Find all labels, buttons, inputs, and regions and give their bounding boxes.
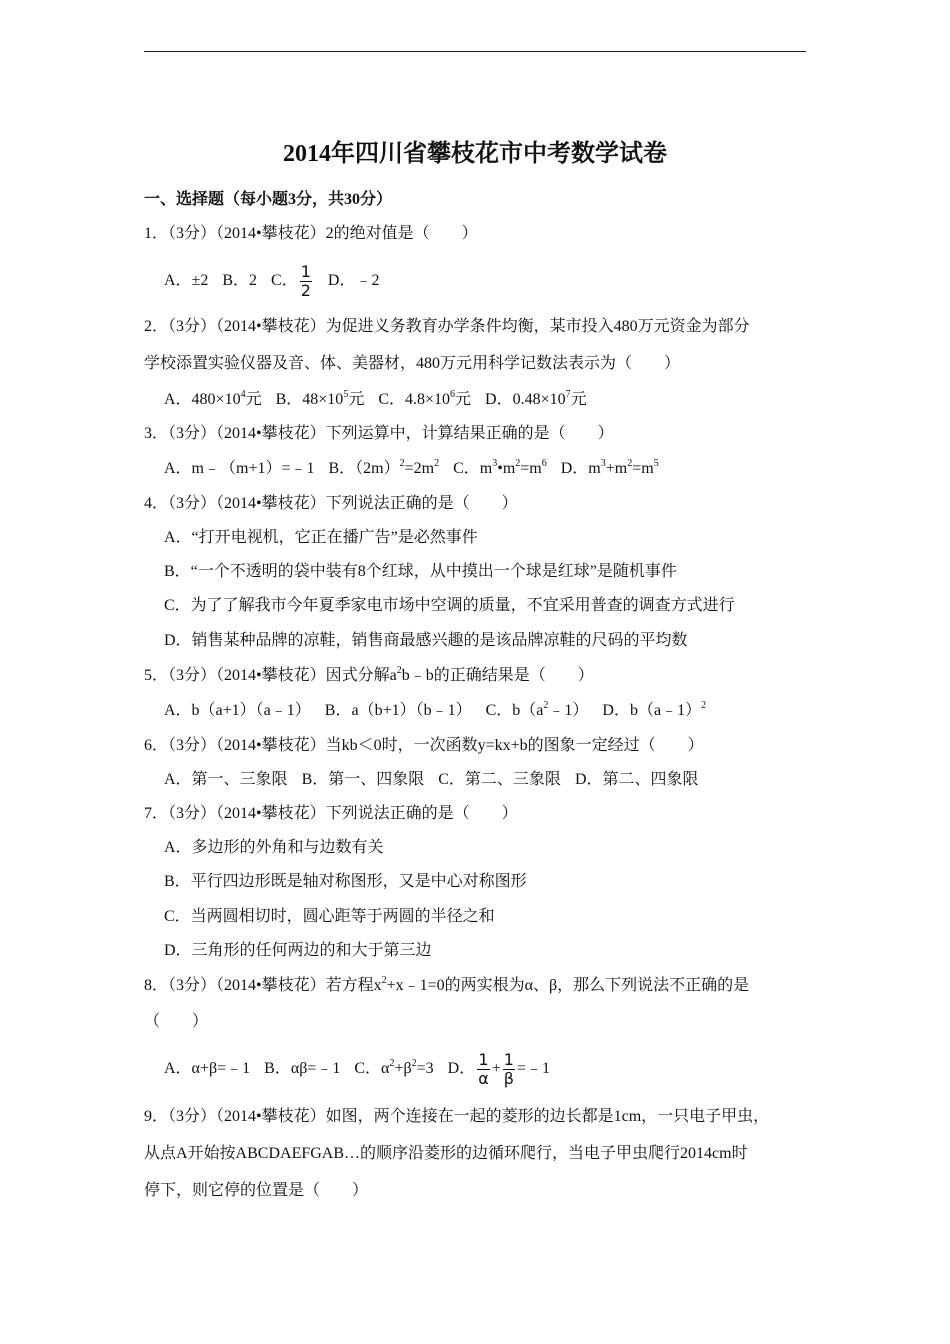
question-8-stem-line2: （ ） bbox=[144, 1013, 209, 1030]
q1-option-a: A．±2 bbox=[164, 272, 209, 289]
q3-option-d: D．$m^3+m^2=m^5$ bbox=[560, 457, 659, 477]
q7-option-d: D．三角形的任何两边的和大于第三边 bbox=[164, 942, 432, 959]
question-2-stem-line2: 学校添置实验仪器及音、体、美器材，480万元用科学记数法表示为（ ） bbox=[144, 355, 681, 372]
q7-option-c: C．当两圆相切时，圆心距等于两圆的半径之和 bbox=[164, 908, 495, 925]
q1-option-c: C． bbox=[271, 272, 298, 289]
question-5-options bbox=[164, 701, 706, 721]
q5-option-c: C．$b(a^2﹣1)$ bbox=[485, 699, 589, 719]
fraction-one-over-alpha: $\frac{1}{\alpha}$ bbox=[478, 1049, 489, 1088]
q4-option-b: B．“一个不透明的袋中装有8个红球，从中摸出一个球是红球”是随机事件 bbox=[164, 563, 677, 580]
q1-option-d: D．﹣2 bbox=[327, 272, 380, 289]
q8-option-c: C．$\alpha^2+\beta^2=3$ bbox=[354, 1057, 434, 1077]
question-8-options bbox=[164, 1047, 550, 1091]
q2-option-c: C．$4.8\times 10^6$元 bbox=[378, 388, 472, 408]
q4-option-d: D．销售某种品牌的凉鞋，销售商最感兴趣的是该品牌凉鞋的尺码的平均数 bbox=[164, 632, 688, 649]
q5-option-d: D．b（a﹣1）$^2$ bbox=[602, 699, 707, 719]
q8-option-d: D． $\frac{1}{\alpha}$ + $\frac{1}{\beta}$ =﹣1 bbox=[447, 1049, 551, 1088]
question-2-stem-line1: 2．（3分）（2014•攀枝花）为促进义务教育办学条件均衡，某市投入480万元资金为部分 bbox=[144, 318, 750, 335]
question-6-stem: 6．（3分）（2014•攀枝花）当kb＜0时，一次函数y=kx+b的图象一定经过（ ） bbox=[144, 737, 704, 754]
question-3-stem: 3．（3分）（2014•攀枝花）下列运算中，计算结果正确的是（ ） bbox=[144, 425, 614, 442]
question-5-stem: 5．（3分）（2014•攀枝花）因式分解$a^2b﹣b$的正确结果是（ ） bbox=[144, 664, 594, 684]
q1-option-b: B．2 bbox=[222, 272, 258, 289]
question-4-stem: 4．（3分）（2014•攀枝花）下列说法正确的是（ ） bbox=[144, 495, 518, 512]
q2-option-b: B．$48\times 10^5$元 bbox=[275, 388, 365, 408]
fraction-one-half: $\frac{1}{2}$ bbox=[300, 261, 311, 300]
q2-option-a: A．$480\times 10^4$元 bbox=[164, 388, 262, 408]
q3-option-c: C．$m^3•m^2=m^6$ bbox=[453, 457, 547, 477]
q2-option-d: D．$0.48\times 10^7$元 bbox=[485, 388, 587, 408]
header-rule bbox=[144, 51, 806, 52]
question-9-stem-line2: 从点A开始按ABCDAEFGAB…的顺序沿菱形的边循环爬行，当电子甲虫爬行2014cm时 bbox=[144, 1145, 748, 1162]
q4-option-a: A．“打开电视机，它正在播广告”是必然事件 bbox=[164, 529, 478, 546]
q6-option-d: D．第二、四象限 bbox=[574, 771, 699, 788]
question-2-options bbox=[164, 390, 587, 410]
question-6-options bbox=[164, 770, 699, 790]
question-7-stem: 7．（3分）（2014•攀枝花）下列说法正确的是（ ） bbox=[144, 805, 518, 822]
question-3-options bbox=[164, 459, 659, 479]
q4-option-c: C．为了了解我市今年夏季家电市场中空调的质量，不宜采用普查的调查方式进行 bbox=[164, 597, 735, 614]
question-9-stem-line1: 9．（3分）（2014•攀枝花）如图，两个连接在一起的菱形的边长都是1cm，一只电子甲虫， bbox=[144, 1108, 770, 1125]
q8-option-a: A．α+β=﹣1 bbox=[164, 1060, 251, 1077]
q6-option-a: A．第一、三象限 bbox=[164, 771, 288, 788]
page-title: 2014年四川省攀枝花市中考数学试卷 bbox=[283, 141, 667, 167]
q6-option-b: B．第一、四象限 bbox=[301, 771, 425, 788]
q7-option-b: B．平行四边形既是轴对称图形，又是中心对称图形 bbox=[164, 873, 527, 890]
q3-option-b: B．$(2m)^2=2m^2$ bbox=[328, 457, 440, 477]
question-9-stem-line3: 停下，则它停的位置是（ ） bbox=[144, 1182, 369, 1199]
q5-option-b: B．a（b+1）（b﹣1） bbox=[324, 702, 472, 719]
question-8-stem-line1: 8．（3分）（2014•攀枝花）若方程$x^2+x﹣1=0$的两实根为α、β，那么下列说法不正确的是 bbox=[144, 974, 750, 994]
question-1-options bbox=[164, 260, 379, 302]
question-1-stem: 1．（3分）（2014•攀枝花）2的绝对值是（ ） bbox=[144, 225, 478, 242]
q7-option-a: A．多边形的外角和与边数有关 bbox=[164, 839, 384, 856]
q6-option-c: C．第二、三象限 bbox=[438, 771, 561, 788]
q3-option-a: A．m﹣（m+1）=﹣1 bbox=[164, 460, 315, 477]
fraction-one-over-beta: $\frac{1}{\beta}$ bbox=[503, 1049, 514, 1088]
q8-option-b: B．αβ=﹣1 bbox=[264, 1060, 341, 1077]
q5-option-a: A．b（a+1）（a﹣1） bbox=[164, 702, 311, 719]
section-heading: 一、选择题（每小题3分，共30分） bbox=[144, 191, 393, 208]
